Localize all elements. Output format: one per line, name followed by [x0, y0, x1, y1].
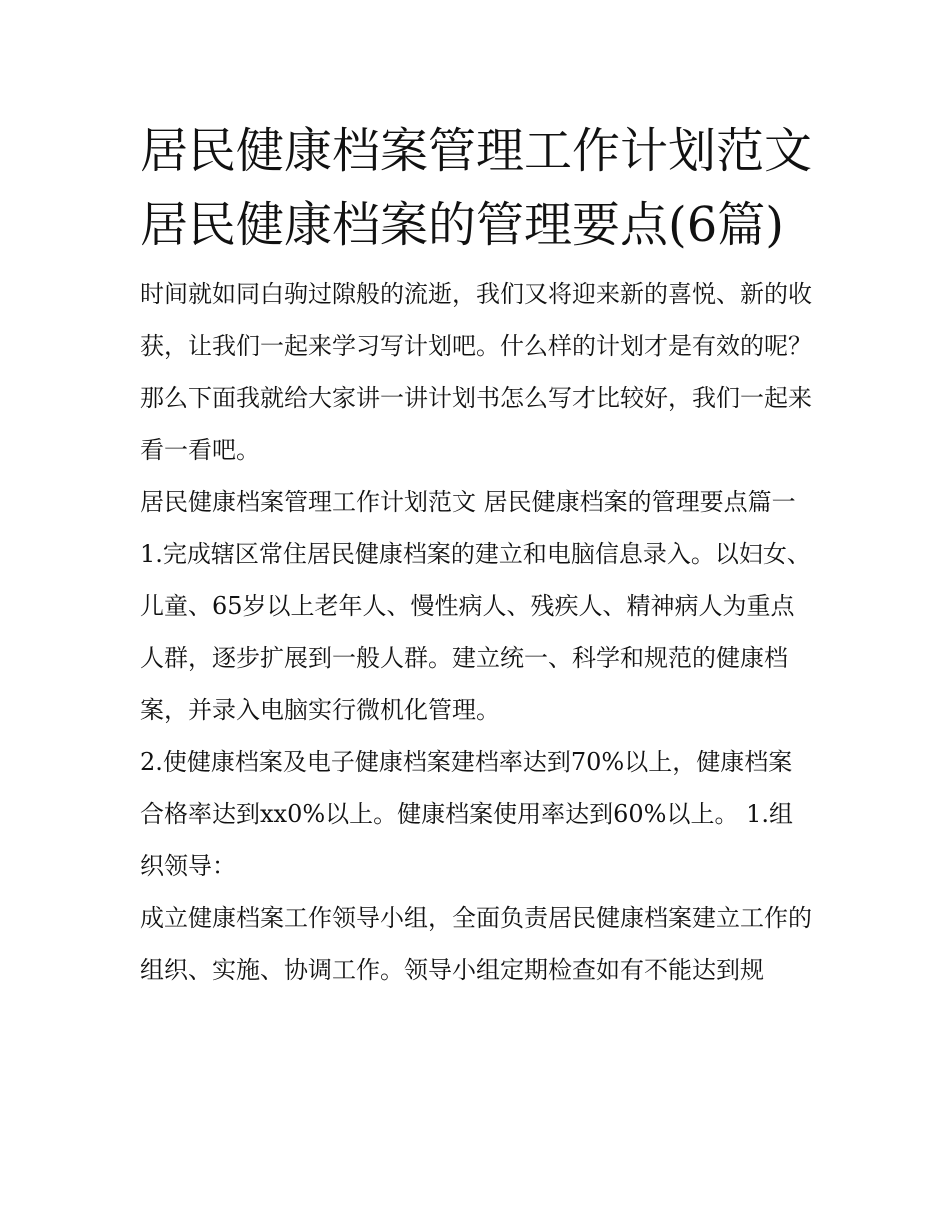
intro-paragraph: 时间就如同白驹过隙般的流逝，我们又将迎来新的喜悦、新的收获，让我们一起来学习写计划吧。什么样的计划才是有效的呢？那么下面我就给大家讲一讲计划书怎么写才比较好，我们一起来看一看吧。	[140, 280, 812, 464]
organization-paragraph: 成立健康档案工作领导小组，全面负责居民健康档案建立工作的组织、实施、协调工作。领导小组定期检查如有不能达到规	[140, 904, 812, 984]
document-body	[140, 114, 812, 996]
section-heading: 居民健康档案管理工作计划范文 居民健康档案的管理要点篇一	[140, 488, 796, 516]
item-2-paragraph: 2.使健康档案及电子健康档案建档率达到70%以上，健康档案合格率达到xx0%以上。健康档案使用率达到60%以上。 1.组织领导：	[140, 748, 794, 880]
document-title: 居民健康档案管理工作计划范文 居民健康档案的管理要点(6篇)	[140, 123, 813, 253]
item-1-paragraph: 1.完成辖区常住居民健康档案的建立和电脑信息录入。以妇女、儿童、65岁以上老年人、慢性病人、残疾人、精神病人为重点人群，逐步扩展到一般人群。建立统一、科学和规范的健康档案，并录入电脑实行微机化管理。	[140, 540, 811, 724]
